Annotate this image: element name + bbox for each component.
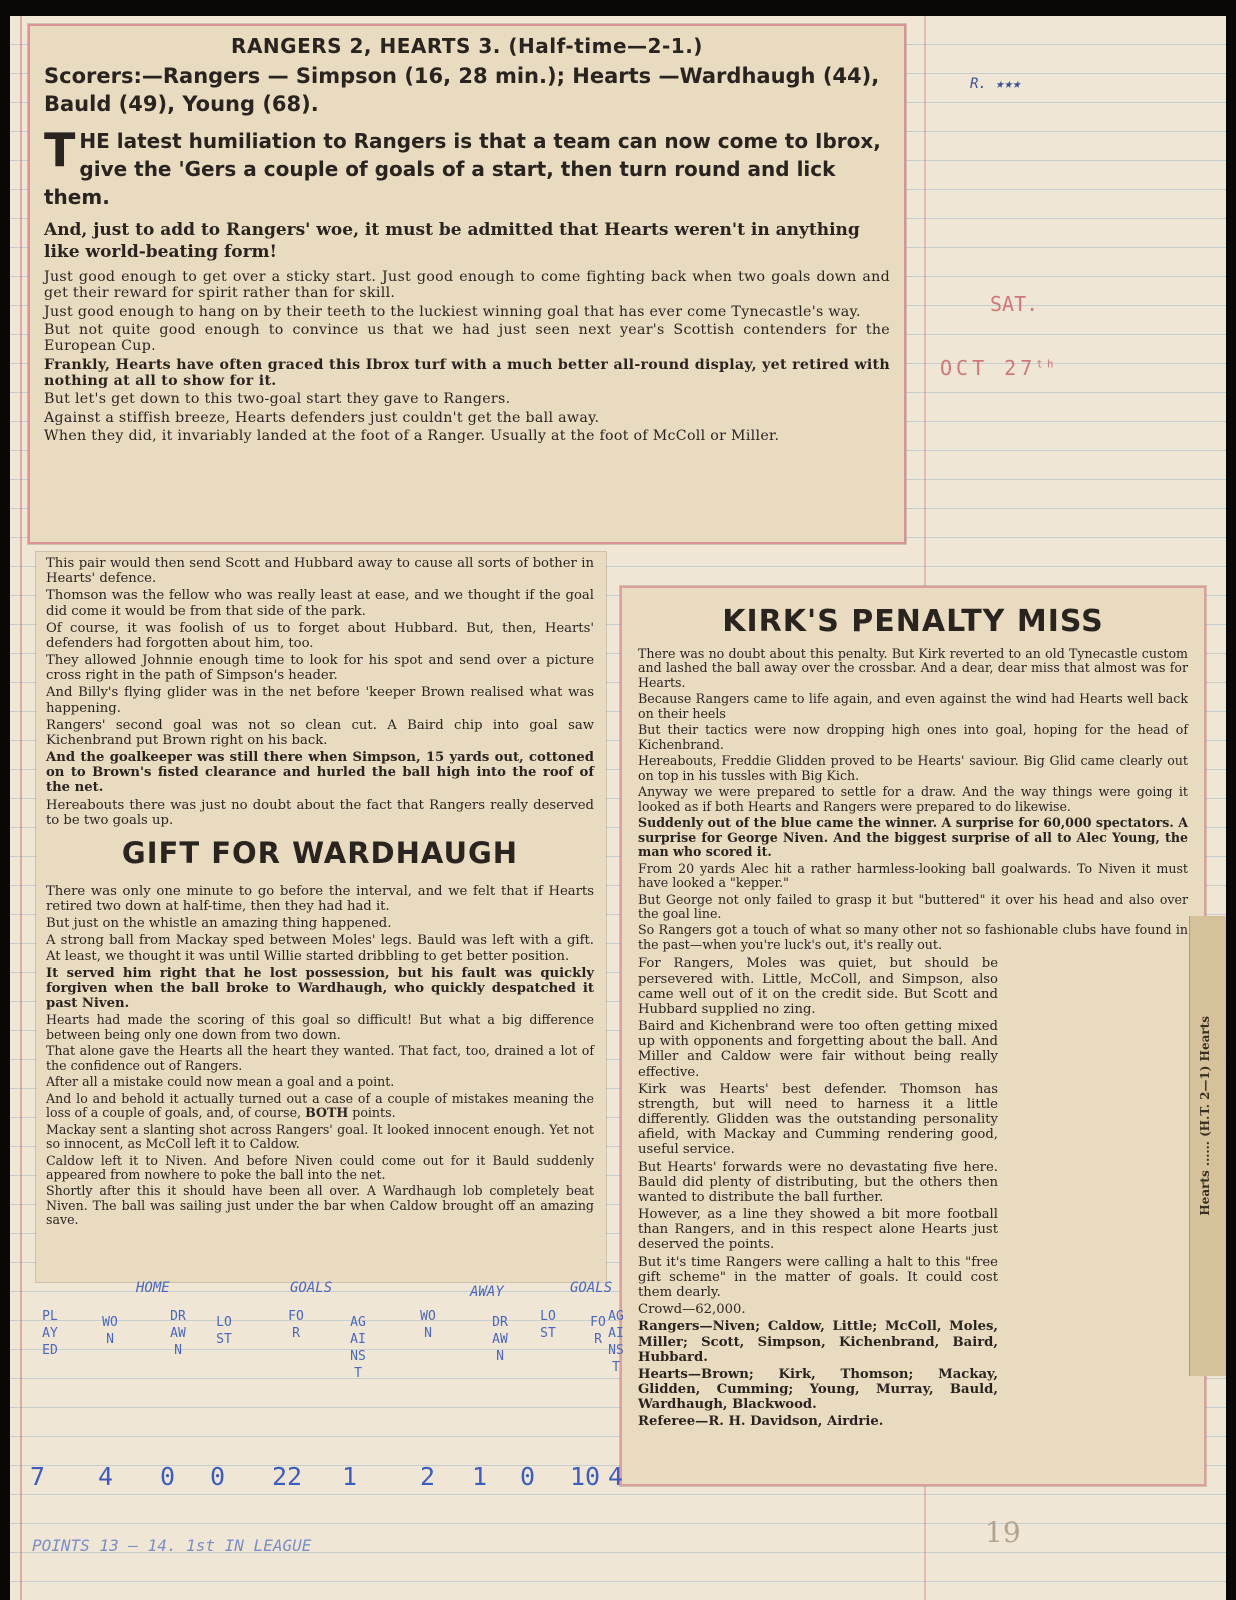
paragraph: Just good enough to hang on by their teeth to the luckiest winning goal that has ever come Tynecastle's way. (44, 303, 861, 320)
paragraph-bold: It served him right that he lost possession, but his fault was quickly forgiven when the ball broke to Wardhaugh, who quickly despatched it past Niven. (46, 965, 594, 1012)
text-run: And lo and behold it actually turned out a case of a couple of mistakes meaning the loss of a couple of goals, and, of course, (46, 1090, 594, 1121)
kirk-headline: KIRK'S PENALTY MISS (722, 604, 1104, 639)
paragraph: Of course, it was foolish of us to forget about Hubbard. But, then, Hearts' defenders had forgotten about him, too. (46, 620, 594, 651)
paragraph: Kirk was Hearts' best defender. Thomson has strength, but will need to harness it a little differently. Glidden was the outstanding personality afield, with Mackay and Cumming rendering good, useful service. (638, 1081, 998, 1158)
table-total-value: 2 (420, 1462, 436, 1491)
table-column-label: DRAWN (492, 1315, 508, 1364)
paragraph-bold: And the goalkeeper was still there when Simpson, 15 yards out, cottoned on to Brown's fisted clearance and hurled the ball high into the roof of the net. (46, 750, 594, 796)
paragraph: Against a stiffish breeze, Hearts defenders just couldn't get the ball away. (44, 409, 600, 426)
table-total-value: 1 (472, 1462, 488, 1491)
date-annotation (940, 356, 1058, 380)
points-annotation: POINTS 13 — 14. 1st IN LEAGUE (32, 1536, 312, 1555)
table-column-label: LOST (216, 1315, 232, 1347)
paragraph: But let's get down to this two-goal start they gave to Rangers. (44, 391, 511, 408)
paragraph: Mackay sent a slanting shot across Rangers' goal. It looked innocent enough. Yet not so innocent, as McColl left it to Caldow. (46, 1121, 594, 1152)
paragraph: Hearts had made the scoring of this goal so difficult! But what a big difference between being only one down from two down. (46, 1012, 594, 1042)
margin-line (20, 16, 22, 1600)
paragraph: So Rangers got a touch of what so many other not so fashionable clubs have found in the past—when you're luck's out, it's really out. (638, 922, 1188, 952)
table-away-label: AWAY (470, 1284, 504, 1300)
table-total-value: 4 (98, 1462, 114, 1491)
scorers-line: Scorers:—Rangers — Simpson (16, 28 min.); Hearts —Wardhaugh (44), Bauld (49), Young (68). (44, 64, 880, 117)
paragraph-bold: Suddenly out of the blue came the winner. A surprise for 60,000 spectators. A surprise for George Niven. And the biggest surprise of all to Alec Young, the man who scored it. (638, 815, 1188, 860)
table-column-label: LOST (540, 1309, 556, 1341)
intro-paragraph (44, 122, 890, 211)
date-suffix: th (1036, 357, 1058, 371)
table-column-label: DRAWN (170, 1309, 186, 1358)
table-goals-label: GOALS (290, 1280, 333, 1296)
paragraph: There was only one minute to go before the interval, and we felt that if Hearts retired two down at half-time, then they had had it. (46, 883, 594, 915)
paragraph-bold: Frankly, Hearts have often graced this Ibrox turf with a much better all-round display, yet retired with nothing at all to show for it. (44, 356, 890, 389)
table-column-label: WON (420, 1309, 436, 1341)
referee-line: Referee—R. H. Davidson, Airdrie. (638, 1414, 884, 1430)
paragraph: There was no doubt about this penalty. But Kirk reverted to an old Tynecastle custom and lashed the ball away over the crossbar. And a dear, dear miss that almost was for Hearts. (638, 646, 1188, 690)
paragraph: This pair would then send Scott and Hubbard away to cause all sorts of bother in Hearts' defence. (46, 556, 594, 587)
paragraph: Caldow left it to Niven. And before Niven could come out for it Bauld suddenly appeared from nowhere to poke the ball into the net. (46, 1152, 594, 1182)
paragraph: Just good enough to get over a sticky start. Just good enough to come fighting back when two goals down and get their reward for spirit rather than for skill. (44, 268, 890, 302)
scrapbook-page (10, 16, 1226, 1600)
paragraph (46, 1092, 594, 1121)
table-total-value: 22 (272, 1462, 303, 1491)
match-report-top-clipping (28, 24, 906, 544)
gift-subheadline: GIFT FOR WARDHAUGH (121, 835, 519, 870)
table-goals-label-away: GOALS (570, 1280, 613, 1296)
lead-paragraph: And, just to add to Rangers' woe, it must be admitted that Hearts weren't in anything like world-beating form! (44, 219, 860, 262)
paragraph: That alone gave the Hearts all the heart they wanted. That fact, too, drained a lot of the confidence out of Rangers. (46, 1043, 594, 1073)
paragraph: However, as a line they showed a bit more football than Rangers, and in this respect alone Hearts just deserved the points. (638, 1207, 998, 1253)
paragraph: When they did, it invariably landed at the foot of a Ranger. Usually at the foot of McColl or Miller. (44, 427, 780, 444)
spine-strip (1189, 916, 1226, 1376)
paragraph: Thomson was the fellow who was really least at ease, and we thought if the goal did come it would be from that side of the park. (46, 588, 594, 619)
table-total-value: 0 (160, 1462, 176, 1491)
paragraph: After all a mistake could now mean a goal and a point. (46, 1074, 395, 1090)
rangers-lineup: Rangers—Niven; Caldow, Little; McColl, Moles, Miller; Scott, Simpson, Kichenbrand, Baird, Hubbard. (638, 1319, 998, 1365)
paragraph: But their tactics were now dropping high ones into goal, hoping for the head of Kichenbrand. (638, 722, 1188, 752)
table-column-label: FOR (590, 1315, 606, 1347)
table-column-label: FOR (288, 1309, 304, 1341)
drop-cap: T (44, 122, 76, 177)
emphasis-both: BOTH (305, 1105, 349, 1121)
paragraph: Anyway we were prepared to settle for a draw. And the way things were going it looked as if both Hearts and Rangers were prepared to do likewise. (638, 784, 1188, 814)
paragraph: They allowed Johnnie enough time to look for his spot and send over a picture cross right in the path of Simpson's header. (46, 653, 594, 684)
match-report-left-column (36, 552, 606, 1282)
table-column-label: AGAINST (350, 1315, 366, 1381)
table-total-value: 7 (30, 1462, 46, 1491)
table-column-label: PLAYED (42, 1309, 58, 1358)
match-headline: RANGERS 2, HEARTS 3. (Half-time—2-1.) (231, 34, 703, 58)
paragraph: Because Rangers came to life again, and even against the wind had Hearts well back on their heels (638, 691, 1188, 721)
paragraph: Shortly after this it should have been all over. A Wardhaugh lob completely beat Niven. The ball was sailing just under the bar when Caldow brought off an amazing save. (46, 1183, 594, 1228)
hearts-lineup: Hearts—Brown; Kirk, Thomson; Mackay, Glidden, Cumming; Young, Murray, Bauld, Wardhaugh, Blackwood. (638, 1366, 998, 1413)
paragraph: From 20 yards Alec hit a rather harmless-looking ball goalwards. To Niven it must have looked a "kepper." (638, 860, 1188, 891)
spine-text: Hearts ...... (H.T. 2—1) Hearts (1198, 1016, 1212, 1216)
paragraph: But it's time Rangers were calling a halt to this "free gift scheme" in the matter of goals. It could cost them dearly. (638, 1254, 998, 1300)
paragraph: Hereabouts, Freddie Glidden proved to be Hearts' saviour. Big Glid came clearly out on top in his tussles with Big Kich. (638, 753, 1188, 783)
crowd-line: Crowd—62,000. (638, 1302, 746, 1318)
date-text: OCT 27 (940, 356, 1037, 380)
table-column-label: AGAINST (608, 1309, 624, 1375)
table-total-value: 0 (210, 1462, 226, 1491)
paragraph: Hereabouts there was just no doubt about the fact that Rangers really deserved to be two goals up. (46, 797, 594, 828)
intro-text: HE latest humiliation to Rangers is that a team can now come to Ibrox, give the 'Gers a couple of goals of a start, then turn round and lick them. (44, 128, 881, 209)
table-total-value: 10 (570, 1462, 601, 1491)
paragraph: And Billy's flying glider was in the net before 'keeper Brown realised what was happening. (46, 685, 594, 716)
paragraph: Rangers' second goal was not so clean cut. A Baird chip into goal saw Kichenbrand put Brown right on his back. (46, 717, 594, 748)
table-home-label: HOME (136, 1280, 170, 1296)
table-total-value: 1 (342, 1462, 358, 1491)
paragraph: A strong ball from Mackay sped between Moles' legs. Bauld was left with a gift. At least, we thought it was until Willie started dribbling to get better position. (46, 933, 594, 964)
paragraph: Baird and Kichenbrand were too often getting mixed up with opponents and forgetting about the ball. And Miller and Caldow were fair without being really effective. (638, 1019, 998, 1080)
text-run: points. (352, 1105, 396, 1121)
paragraph: But just on the whistle an amazing thing happened. (46, 916, 392, 932)
table-total-value: 0 (520, 1462, 536, 1491)
corner-annotation: R. ★★★ (970, 76, 1021, 92)
day-annotation: SAT. (990, 292, 1039, 316)
paragraph: But Hearts' forwards were no devastating five here. Bauld did plenty of distributing, but the others then wanted to distribute the ball further. (638, 1159, 998, 1205)
kirk-penalty-clipping (620, 586, 1206, 1486)
table-total-value: 4 (608, 1462, 624, 1491)
paragraph: But George not only failed to grasp it but "buttered" it over his head and also over the goal line. (638, 891, 1188, 921)
page-number: 19 (985, 1516, 1021, 1549)
paragraph: For Rangers, Moles was quiet, but should be persevered with. Little, McColl, and Simpson, also came well out of it on the credit side. But Scott and Hubbard supplied no zing. (638, 956, 998, 1017)
table-column-label: WON (102, 1315, 118, 1347)
paragraph: But not quite good enough to convince us that we had just seen next year's Scottish contenders for the European Cup. (44, 321, 890, 355)
